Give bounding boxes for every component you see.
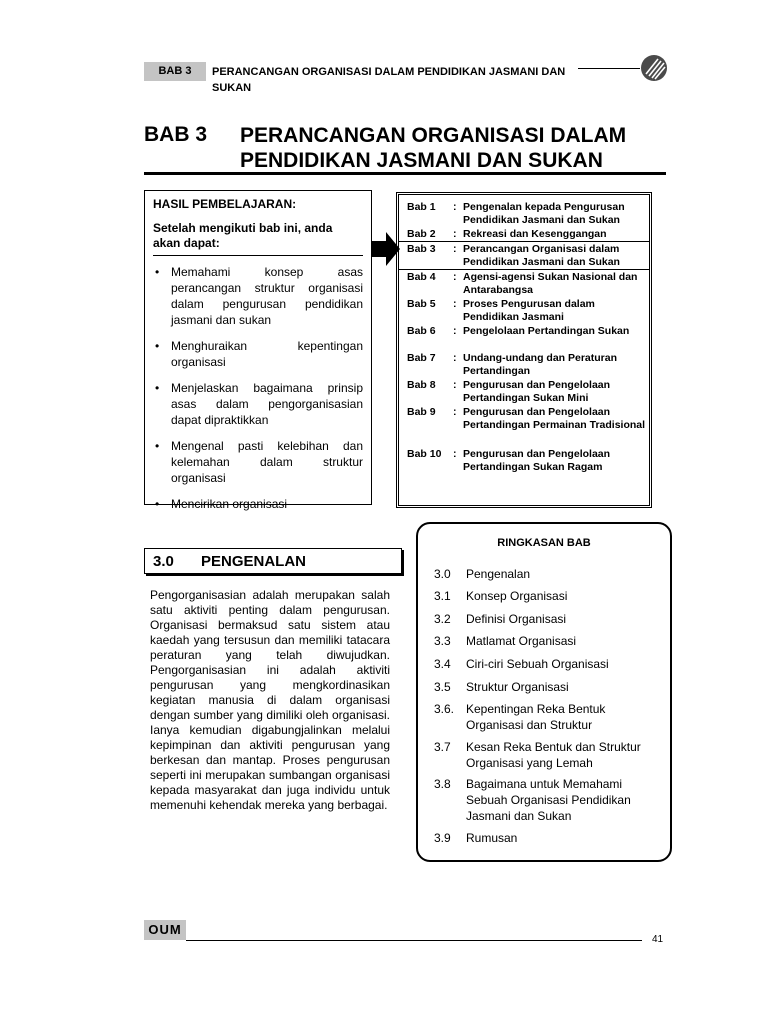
list-item (153, 338, 363, 370)
learning-outcome-text: Mengenal pasti kelebihan dan kelemahan dalam struktur organisasi (171, 439, 363, 485)
learning-outcome-text: Menjelaskan bagaimana prinsip asas dalam pengorganisasian dapat dipraktikkan (171, 381, 363, 427)
chapter-list-title: Proses Pengurusan dalam Pendidikan Jasmani (463, 298, 595, 323)
summary-item-number: 3.3 (434, 634, 451, 648)
learning-outcome-text: Menghuraikan kepentingan organisasi (171, 339, 363, 369)
chapter-list-number: Bab 1 (407, 201, 436, 213)
chapter-number: BAB 3 (144, 123, 208, 146)
bullet-icon: • (155, 497, 160, 511)
bullet-icon: • (155, 381, 160, 395)
summary-item-title: Matlamat Organisasi (466, 634, 577, 648)
list-item (153, 496, 363, 512)
bullet-icon: • (155, 265, 160, 279)
chapter-list-highlight-top (399, 241, 649, 242)
summary-item-title: Pengenalan (466, 567, 531, 581)
learning-outcomes-box (144, 190, 372, 511)
list-item (153, 380, 363, 428)
list-item (153, 438, 363, 486)
learning-outcomes-title: HASIL PEMBELAJARAN: (153, 197, 297, 211)
header-title: PERANCANGAN ORGANISASI DALAM PENDIDIKAN JASMANI DAN SUKAN (212, 66, 566, 94)
summary-item-number: 3.4 (434, 657, 451, 671)
chapter-list-title: Pengenalan kepada Pengurusan Pendidikan Jasmani dan Sukan (463, 201, 625, 226)
section-heading (144, 548, 402, 574)
footer-rule (186, 940, 642, 941)
header-chapter-tag: BAB 3 (144, 62, 206, 81)
summary-item-title: Kepentingan Reka Bentuk Organisasi dan Struktur (466, 702, 606, 732)
chapter-list-number: Bab 6 (407, 325, 436, 337)
summary-item-number: 3.5 (434, 680, 451, 694)
summary-item-number: 3.0 (434, 567, 451, 581)
learning-outcomes-subtitle: Setelah mengikuti bab ini, anda akan dapat: (153, 221, 363, 256)
summary-item-title: Definisi Organisasi (466, 612, 567, 626)
oum-globe-icon (640, 54, 668, 82)
section-title: PENGENALAN (201, 553, 307, 570)
chapter-list-number: Bab 4 (407, 271, 436, 283)
summary-item-title: Bagaimana untuk Memahami Sebuah Organisasi Pendidikan Jasmani dan Sukan (466, 777, 631, 823)
learning-outcome-text: Mencirikan organisasi (171, 497, 288, 511)
chapter-list-number: Bab 5 (407, 298, 436, 310)
chapter-list-title: Perancangan Organisasi dalam Pendidikan Jasmani dan Sukan (463, 243, 620, 268)
chapter-list-title: Pengurusan dan Pengelolaan Pertandingan Permainan Tradisional (463, 406, 646, 431)
chapter-list-title: Pengelolaan Pertandingan Sukan (463, 325, 630, 337)
summary-item-number: 3.6. (434, 702, 455, 716)
section-body: Pengorganisasian adalah merupakan salah satu aktiviti penting dalam pengurusan. Organisasi bermaksud satu sistem atau kaedah yang tersusun dan memiliki tatacara peraturan yang telah diwujudkan. Pengorganisasian ini adalah aktiviti pengurusan yang mengkordinasikan kegiatan manusia di dalam organisasi dengan sumber yang dimiliki oleh organisasi. Ianya kemudian digabungjalinkan melalui kepimpinan dan aktiviti pengurusan yang berkesan dan mantap. Proses pengurusan seperti ini merupakan sumbangan organisasi kepada masyarakat dan juga individu untuk memenuhi kehendak mereka yang berbagai. (150, 588, 390, 812)
header-rule (578, 68, 640, 69)
chapter-list-box: Bab 1 : Pengenalan kepada Pengurusan Pendidikan Jasmani dan Sukan Bab 2 : Rekreasi dan Kesenggangan Bab 3 : Perancangan Organisasi dalam Pendidikan Jasmani dan Sukan Bab 4 : Agensi-agensi Sukan Nasional dan Antarabangsa Bab 5 : Proses Pengurusan dalam Pendidikan Jasmani Bab 6 : Pengelolaan Pertandingan Sukan Bab 7 : Undang-undang dan Peraturan Pertandingan Bab 8 : Pengurusan dan Pengelolaan Pertandingan Sukan Mini Bab 9 : Pengurusan dan Pengelolaan Pertandingan Permainan Tradisional Bab 10 : Pengurusan dan Pengelolaan Pertandingan Sukan Ragam (396, 192, 652, 508)
chapter-list-number: Bab 3 (407, 243, 436, 255)
summary-item-title: Rumusan (466, 831, 518, 845)
summary-item-number: 3.1 (434, 589, 451, 603)
chapter-list-title: Agensi-agensi Sukan Nasional dan Antarabangsa (463, 271, 638, 296)
list-item (153, 264, 363, 328)
chapter-list-number: Bab 7 (407, 352, 436, 364)
chapter-summary-title: RINGKASAN BAB (497, 537, 591, 549)
chapter-list-number: Bab 9 (407, 406, 436, 418)
learning-outcome-text: Memahami konsep asas perancangan struktur organisasi dalam pengurusan pendidikan jasmani dan sukan (171, 265, 363, 327)
summary-item-title: Kesan Reka Bentuk dan Struktur Organisasi yang Lemah (466, 740, 641, 770)
chapter-list-title: Pengurusan dan Pengelolaan Pertandingan Sukan Ragam (463, 448, 611, 473)
summary-item-number: 3.7 (434, 740, 451, 754)
summary-item-title: Struktur Organisasi (466, 680, 569, 694)
bullet-icon: • (155, 339, 160, 353)
chapter-summary-box (416, 522, 672, 862)
summary-item-title: Konsep Organisasi (466, 589, 568, 603)
footer-brand: OUM (144, 920, 186, 940)
summary-item-number: 3.9 (434, 831, 451, 845)
chapter-list-number: Bab 8 (407, 379, 436, 391)
chapter-title: PERANCANGAN ORGANISASI DALAM PENDIDIKAN JASMANI DAN SUKAN (240, 124, 627, 172)
chapter-list-highlight-bottom (399, 269, 649, 270)
learning-outcomes-list (153, 264, 363, 512)
summary-item-title: Ciri-ciri Sebuah Organisasi (466, 657, 609, 671)
chapter-list-number: Bab 10 (407, 448, 442, 460)
page-number: 41 (652, 934, 664, 945)
chapter-list-title: Pengurusan dan Pengelolaan Pertandingan Sukan Mini (463, 379, 611, 404)
section-number: 3.0 (153, 553, 174, 570)
bullet-icon: • (155, 439, 160, 453)
chapter-title-rule (144, 172, 666, 175)
chapter-list-title: Undang-undang dan Peraturan Pertandingan (463, 352, 618, 377)
summary-item-number: 3.8 (434, 777, 451, 791)
chapter-list-number: Bab 2 (407, 228, 436, 240)
chapter-list-title: Rekreasi dan Kesenggangan (463, 228, 607, 240)
summary-item-number: 3.2 (434, 612, 451, 626)
